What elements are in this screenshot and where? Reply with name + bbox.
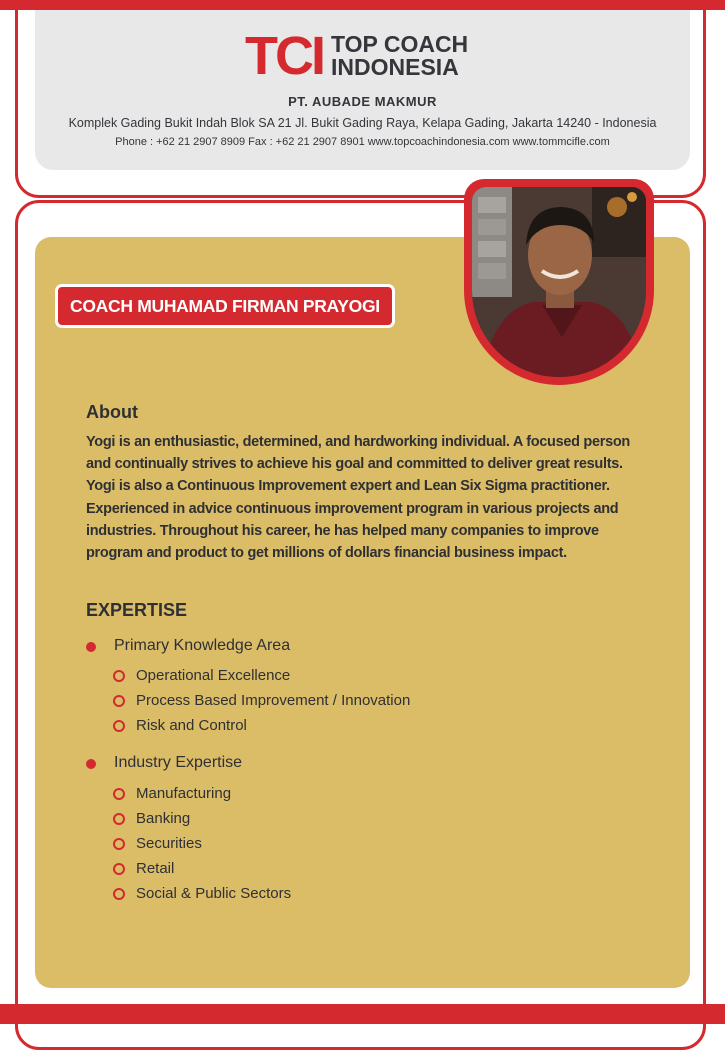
about-line: industries. Throughout his career, he has helped many companies to improve — [86, 522, 599, 539]
list-item: Social & Public Sectors — [136, 885, 292, 902]
logo-line-2: INDONESIA — [331, 54, 459, 80]
expertise-group-industry: Industry Expertise — [114, 754, 243, 771]
company-address: Komplek Gading Bukit Indah Blok SA 21 Jl. Bukit Gading Raya, Kelapa Gading, Jakarta 14240 - Indonesia — [68, 116, 657, 130]
company-contact: Phone : +62 21 2907 8909 Fax : +62 21 2907 8901 www.topcoachindonesia.com www.tommcifle.com — [115, 136, 610, 148]
bullet-dot-icon — [86, 642, 96, 652]
circle-bullet-icon — [113, 788, 125, 800]
logo-wordmark — [331, 33, 468, 79]
list-item: Risk and Control — [136, 717, 247, 734]
circle-bullet-icon — [113, 720, 125, 732]
coach-name-badge: COACH MUHAMAD FIRMAN PRAYOGI — [58, 287, 392, 325]
company-name: PT. AUBADE MAKMUR — [288, 94, 437, 109]
list-item: Operational Excellence — [136, 667, 291, 684]
circle-bullet-icon — [113, 888, 125, 900]
tci-logo — [245, 26, 469, 86]
circle-bullet-icon — [113, 813, 125, 825]
expertise-group-primary: Primary Knowledge Area — [114, 637, 291, 654]
about-line: Yogi is also a Continuous Improvement expert and Lean Six Sigma practitioner. — [86, 478, 610, 495]
about-line: Yogi is an enthusiastic, determined, and hardworking individual. A focused person — [86, 434, 630, 450]
list-item: Securities — [136, 835, 202, 852]
about-line: Experienced in advice continuous improvement program in various projects and — [86, 500, 619, 517]
about-line: and continually strives to achieve his goal and committed to deliver great results. — [86, 456, 623, 473]
about-line: program and product to get millions of dollars financial business impact. — [86, 545, 567, 562]
logo-line-1: TOP COACH — [331, 31, 469, 57]
coach-photo — [472, 187, 646, 377]
logo-mark: TCI — [245, 26, 323, 86]
circle-bullet-icon — [113, 695, 125, 707]
about-paragraph — [86, 431, 646, 564]
about-heading: About — [86, 402, 138, 422]
list-item: Banking — [136, 810, 191, 827]
bullet-dot-icon — [86, 759, 96, 769]
list-item: Process Based Improvement / Innovation — [136, 692, 411, 709]
circle-bullet-icon — [113, 838, 125, 850]
coach-portrait-image — [472, 187, 646, 377]
list-item: Manufacturing — [136, 785, 232, 802]
expertise-heading: EXPERTISE — [86, 600, 188, 620]
circle-bullet-icon — [113, 670, 125, 682]
coach-photo-frame — [464, 179, 654, 385]
circle-bullet-icon — [113, 863, 125, 875]
bottom-accent-bar — [0, 1004, 725, 1024]
list-item: Retail — [136, 860, 175, 877]
